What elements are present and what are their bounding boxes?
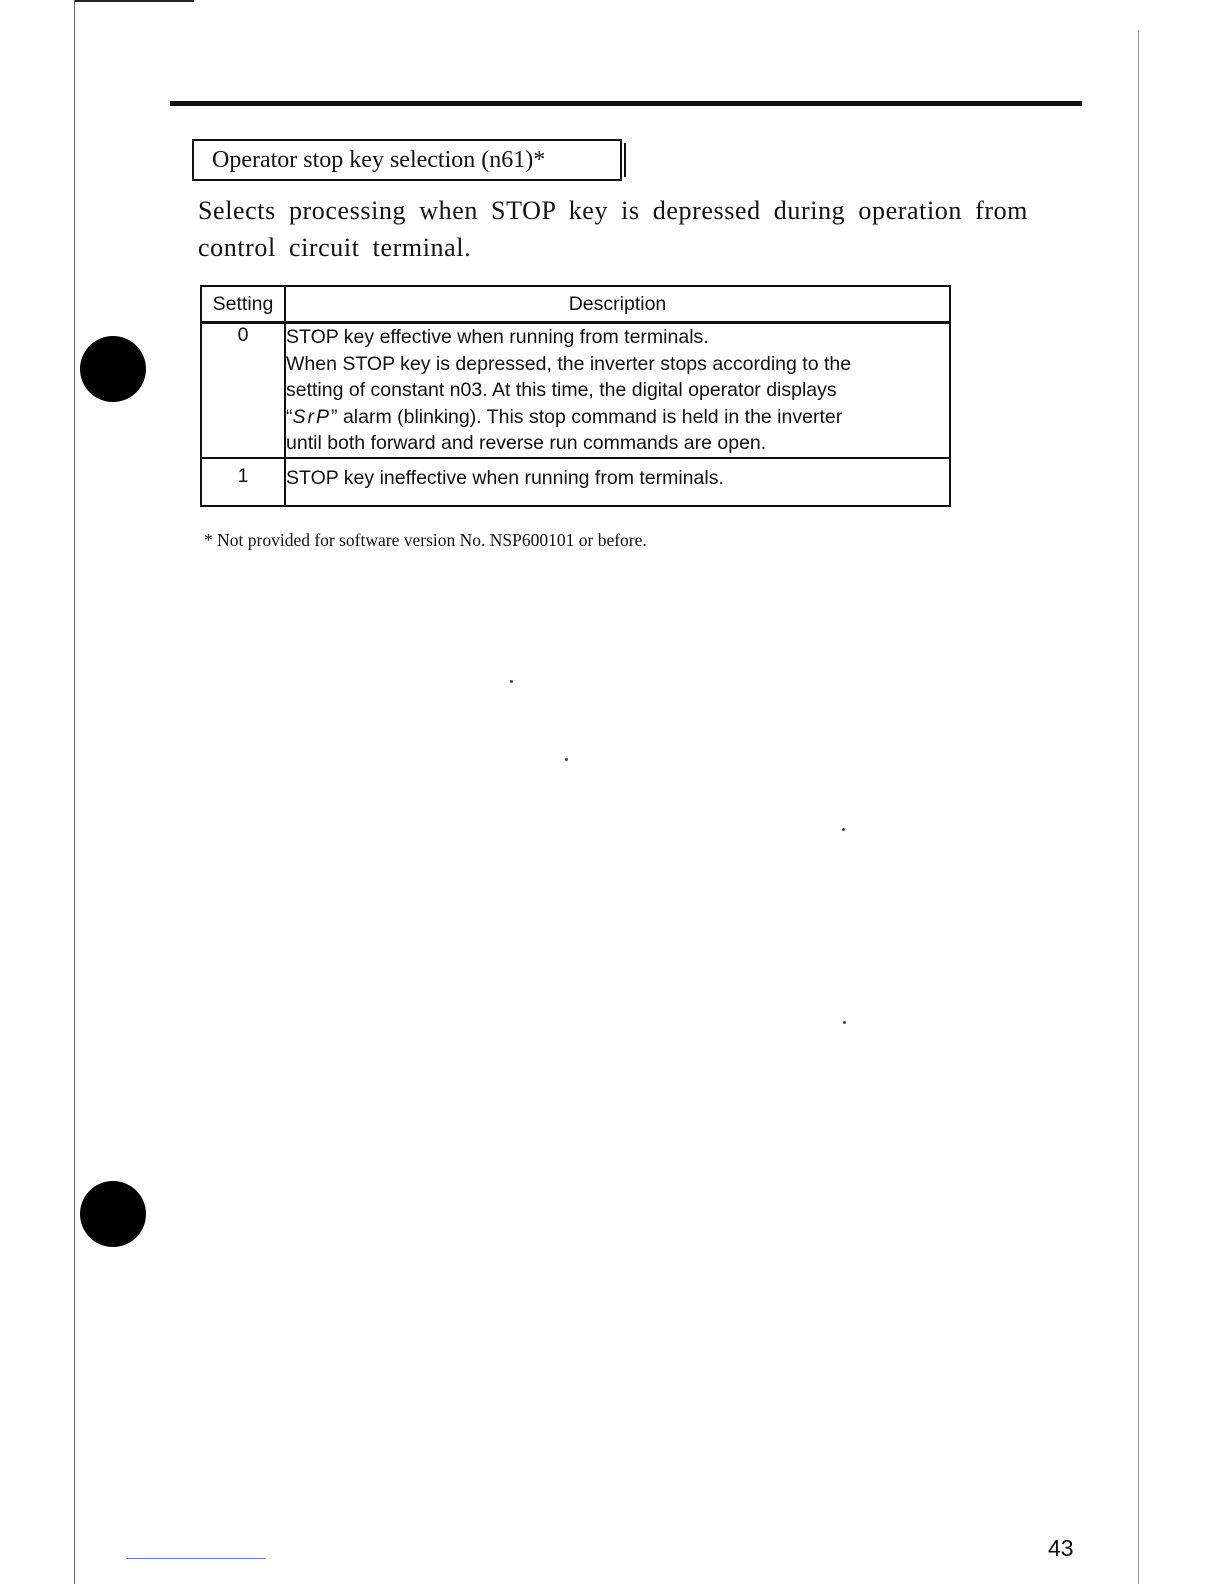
description-line: setting of constant n03. At this time, the digital operator displays [286,379,837,401]
scan-speck [843,1021,846,1024]
punch-hole-bottom [80,1181,146,1247]
setting-description [285,323,950,458]
intro-paragraph: Selects processing when STOP key is depressed during operation from control circuit terminal. [198,196,1029,262]
heading-box-mark [624,143,626,177]
header-rule [170,101,1082,106]
scan-edge-top [74,0,194,2]
table-header-row [201,286,950,323]
description-line: STOP key effective when running from terminals. [286,326,709,348]
display-code-srp: SrP [292,405,332,428]
description-line: until both forward and reverse run commands are open. [286,432,767,454]
description-line: “SrP” alarm (blinking). This stop command is held in the inverter [286,405,843,428]
header-description: Description [285,286,950,323]
settings-table [200,285,951,507]
header-setting: Setting [201,286,285,323]
setting-description: STOP key ineffective when running from terminals. [285,458,950,506]
scan-edge-bottom [126,1558,266,1559]
table-row [201,323,950,458]
scan-speck [565,758,568,761]
scan-speck [842,828,845,831]
description-line: When STOP key is depressed, the inverter stops according to the [286,352,852,375]
section-heading: Operator stop key selection (n61)* [192,139,622,181]
page-number: 43 [1048,1535,1074,1561]
footnote: * Not provided for software version No. NSP600101 or before. [204,530,647,550]
scan-edge-left [74,0,75,1584]
table-row [201,458,950,506]
setting-value: 1 [201,458,285,506]
scan-edge-right [1138,30,1139,1584]
setting-value: 0 [201,323,285,458]
scan-speck [510,680,513,683]
punch-hole-top [80,336,146,402]
description-text: alarm (blinking). This stop command is held in the inverter [342,405,843,428]
